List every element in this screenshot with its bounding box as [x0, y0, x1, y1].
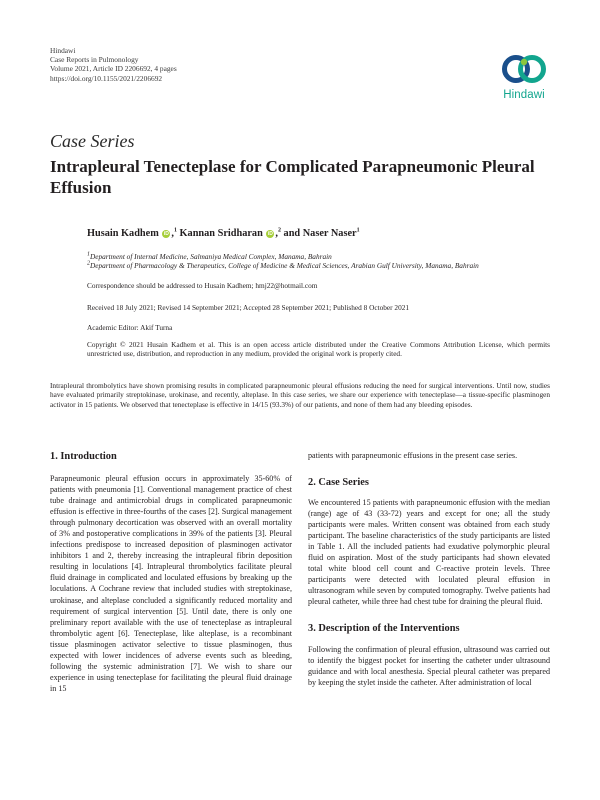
- affiliations: [87, 252, 550, 271]
- right-column: [308, 450, 550, 688]
- journal-volume: Volume 2021, Article ID 2206692, 4 pages: [50, 64, 177, 74]
- journal-header: [50, 46, 177, 83]
- section-heading-introduction: 1. Introduction: [50, 451, 117, 462]
- interventions-text: Following the confirmation of pleural effusion, ultrasound was carried out to identify the biggest pocket for inserting the catheter under ultrasound guidance and with local anesthesia. Special pleural catheter was prepared by keeping the stylet inside the catheter. After administration of local: [308, 644, 550, 687]
- author-name: Husain Kadhem: [87, 228, 159, 239]
- abstract: Intrapleural thrombolytics have shown promising results in complicated parapneumonic pleural effusions reducing the need for surgical interventions. Until now, studies have evaluated primarily streptokinase, urokinase, and recently, alteplase. In this case series, we share our experience with tenecteplase—a tissue-specific plasminogen activator in 15 patients. We observed that tenecteplase is effective in 14/15 (93.3%) of our patients, and none of them had any bleeding episodes.: [50, 381, 550, 409]
- author-name: Kannan Sridharan: [179, 228, 263, 239]
- logo-wordmark: Hindawi: [503, 89, 545, 101]
- affiliation-marker: 1: [173, 227, 177, 234]
- doi-link[interactable]: https://doi.org/10.1155/2021/2206692: [50, 73, 163, 83]
- affiliation-marker: 1: [356, 227, 360, 234]
- orcid-icon[interactable]: iD: [163, 231, 169, 237]
- introduction-text: Parapneumonic pleural effusion occurs in approximately 35-60% of patients with pneumonia [1]. Conventional management practice of chest tube drainage and antimicrobial drugs in complicated parapneumonic effusion is effective in three-fourths of the cases [2]. Surgical management through pulmonary decortication was observed with an overall mortality of 3% and postoperative complications in 39% of the patients [3]. Pleural infections predispose to increased deposition of plasminogen activator inhibitors 1 and 2, thereby increasing the intrapleural fibrin deposition resulting in loculations [4]. Intrapleural thrombolytics facilitate pleural fluid drainage in complicated and loculated effusions by breaking up the loculations. A Cochrane review that included studies with streptokinase, urokinase, and alteplase concluded a significantly reduced mortality and requirement of surgical intervention [5]. Until date, there is only one preliminary report available with the use of tenecteplase as intrapleural thrombolytic agent [6]. Tenecteplase, like alteplase, is a recombinant tissue plasminogen activator selective to tissue plasminogen, thus expected with lower incidences of adverse events such as bleeding, following the systemic administration [7]. We wish to share our experience in using tenecteplase for facilitating the pleural fluid drainage in 15: [50, 474, 292, 693]
- hindawi-logo: [497, 48, 551, 101]
- introduction-continued-text: patients with parapneumonic effusions in the present case series.: [308, 451, 518, 460]
- academic-editor: Academic Editor: Akif Turna: [87, 323, 173, 332]
- section-heading-case-series: 2. Case Series: [308, 477, 369, 489]
- publication-dates: Received 18 July 2021; Revised 14 September 2021; Accepted 28 September 2021; Published 8 October 2021: [87, 303, 410, 312]
- orcid-icon[interactable]: iD: [267, 231, 273, 237]
- article-title: Intrapleural Tenecteplase for Complicated Parapneumonic Pleural Effusion: [50, 157, 535, 197]
- author-list: Husain Kadhem iD ,$^1$ Kannan Sridharan iD ,$^2$ and Naser Naser$^1$: [87, 227, 360, 239]
- hindawi-logo-icon: [501, 48, 547, 88]
- correspondence: Correspondence should be addressed to Husain Kadhem; hmj22@hotmail.com: [87, 281, 318, 290]
- affiliation-marker: 2: [277, 227, 281, 234]
- affiliation: $^2$Department of Pharmacology & Therapeutics, College of Medicine & Medical Sciences, Arabian Gulf University, Manama, Bahrain: [87, 260, 479, 271]
- case-series-text: We encountered 15 patients with parapneumonic effusion with the median (range) age of 43 (33-72) years and except for one; all the study participants were males. Written consent was obtained from each study participant. The baseline characteristics of the study participants are listed in Table 1. All the included patients had exudative polymorphic pleural fluid on aspiration. Most of the study participants had shown elevated total white blood cell count and C-reactive protein levels. Three participants were detected with loculated pleural effusion in ultrasonogram while seven by computed tomography. Twelve patients had pleural catheter, while three had chest tube for draining the pleural fluid.: [308, 498, 550, 607]
- left-column: [50, 450, 292, 694]
- article-type: Case Series: [50, 131, 135, 151]
- publisher-name: Hindawi: [50, 46, 76, 55]
- author-name: Naser Naser: [302, 228, 357, 239]
- copyright-notice: Copyright © 2021 Husain Kadhem et al. This is an open access article distributed under the Creative Commons Attribution License, which permits unrestricted use, distribution, and reproduction in any medium, provided the original work is properly cited.: [87, 340, 550, 359]
- affiliation: $^1$Department of Internal Medicine, Salmaniya Medical Complex, Manama, Bahrain: [87, 251, 332, 261]
- section-heading-interventions: 3. Description of the Interventions: [308, 622, 460, 634]
- journal-name: Case Reports in Pulmonology: [50, 55, 139, 65]
